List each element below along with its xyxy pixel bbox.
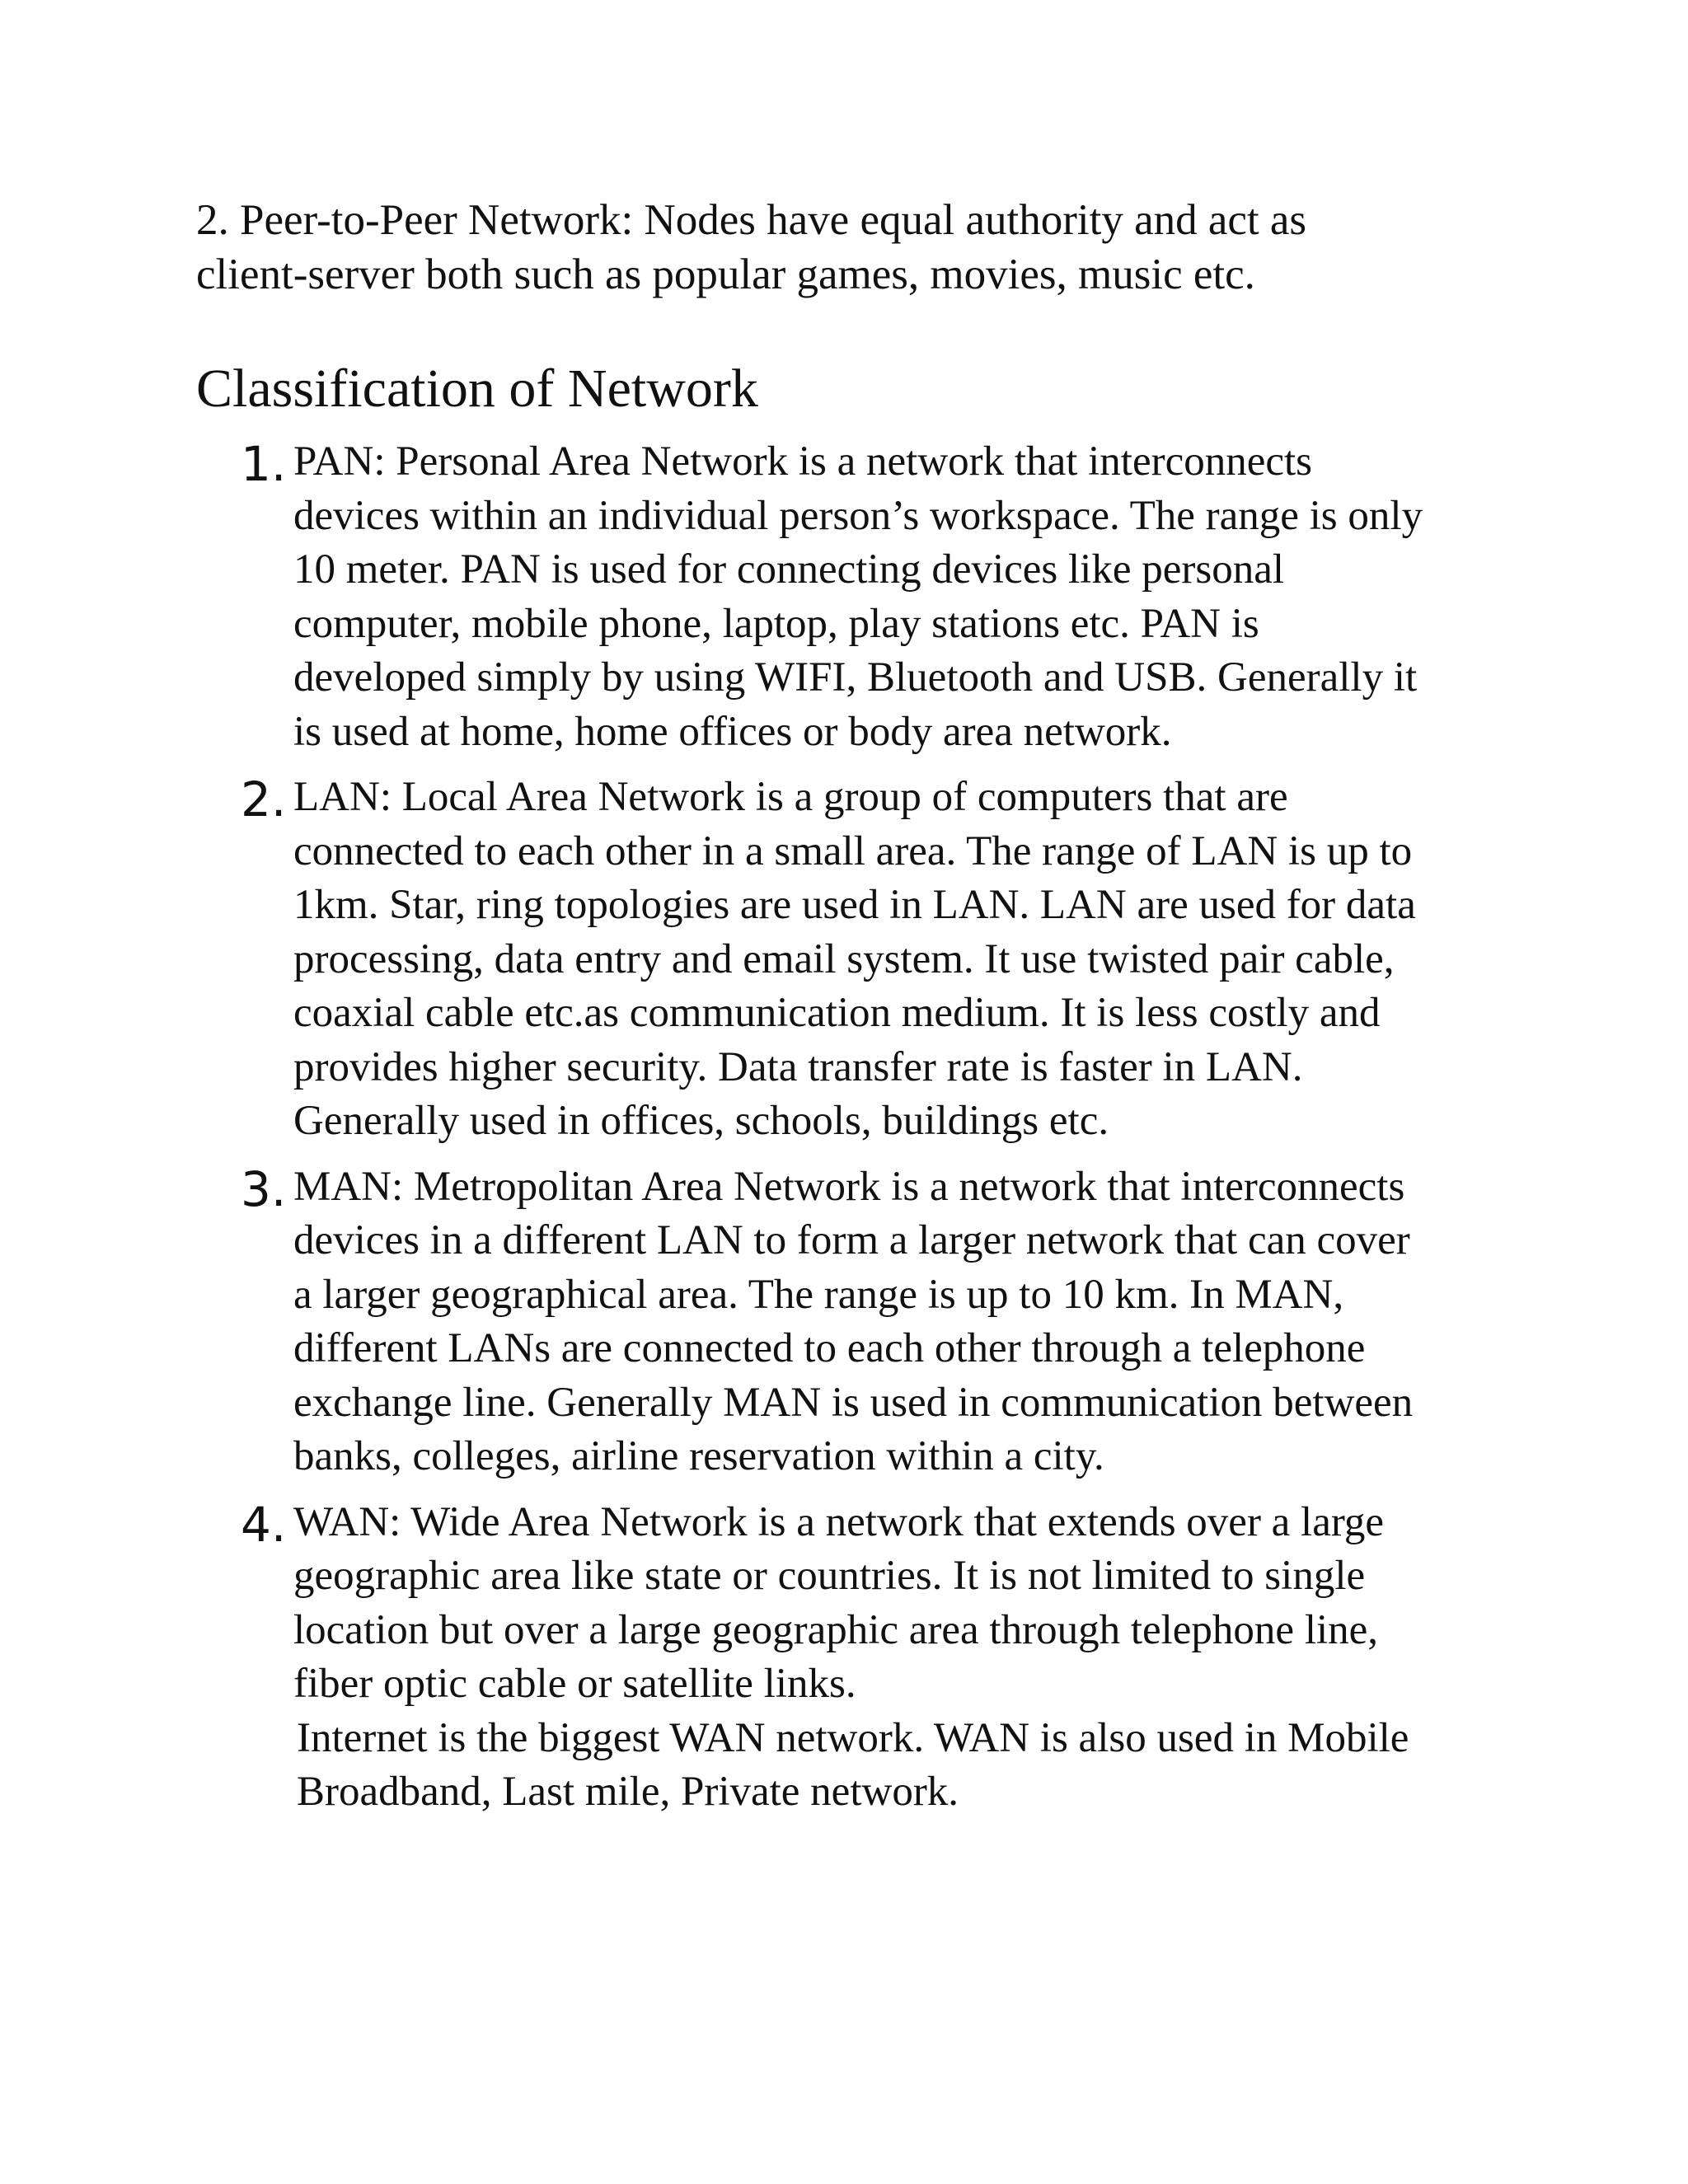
list-item-line: PAN: Personal Area Network is a network that interconnects	[293, 438, 1313, 485]
list-item-number: 2.	[241, 771, 287, 827]
list-item-line: banks, colleges, airline reservation within a city.	[293, 1433, 1104, 1479]
list-item-line: provides higher security. Data transfer rate is faster in LAN.	[293, 1043, 1303, 1090]
list-item-line: Broadband, Last mile, Private network.	[297, 1769, 959, 1815]
list-item-line: computer, mobile phone, laptop, play stations etc. PAN is	[293, 600, 1259, 647]
list-item-line: connected to each other in a small area. The range of LAN is up to	[293, 827, 1413, 874]
network-classification-list	[196, 435, 1531, 1831]
list-item-line: Generally used in offices, schools, buildings etc.	[293, 1098, 1109, 1144]
list-item-line: coaxial cable etc.as communication medium. It is less costly and	[293, 990, 1381, 1036]
list-item-line: different LANs are connected to each other through a telephone	[293, 1325, 1366, 1371]
list-item-number: 1.	[241, 436, 287, 492]
intro-line: 2. Peer-to-Peer Network: Nodes have equal authority and act as	[196, 196, 1307, 244]
list-item-line: 1km. Star, ring topologies are used in LAN. LAN are used for data	[293, 882, 1416, 928]
list-item-wan	[196, 1496, 1531, 1820]
list-item-line: is used at home, home offices or body area network.	[293, 708, 1172, 755]
list-item-number: 4.	[241, 1496, 287, 1553]
section-heading: Classification of Network	[196, 359, 758, 419]
list-item-line: LAN: Local Area Network is a group of computers that are	[293, 774, 1288, 820]
list-item-man	[196, 1160, 1531, 1484]
intro-line: client-server both such as popular games, movies, music etc.	[196, 251, 1255, 298]
list-item-line: WAN: Wide Area Network is a network that extends over a large	[293, 1498, 1385, 1545]
list-item-line: developed simply by using WIFI, Bluetooth and USB. Generally it	[293, 654, 1418, 701]
list-item-line: processing, data entry and email system. It use twisted pair cable,	[293, 935, 1395, 982]
list-item-line: devices in a different LAN to form a larger network that can cover	[293, 1217, 1410, 1263]
list-item-line: devices within an individual person’s workspace. The range is only	[293, 492, 1423, 539]
list-item-pan	[196, 435, 1531, 759]
list-item-line: fiber optic cable or satellite links.	[293, 1661, 856, 1707]
list-item-line: location but over a large geographic area through telephone line,	[293, 1606, 1379, 1653]
list-item-lan	[196, 771, 1531, 1149]
list-item-line: geographic area like state or countries. It is not limited to single	[293, 1553, 1366, 1599]
list-item-line: MAN: Metropolitan Area Network is a network that interconnects	[293, 1163, 1405, 1210]
list-item-line: a larger geographical area. The range is up to 10 km. In MAN,	[293, 1271, 1344, 1318]
list-item-line: exchange line. Generally MAN is used in communication between	[293, 1379, 1414, 1426]
list-item-line: Internet is the biggest WAN network. WAN is also used in Mobile	[297, 1714, 1409, 1761]
list-item-number: 3.	[241, 1160, 287, 1217]
intro-paragraph	[196, 193, 1515, 302]
list-item-line: 10 meter. PAN is used for connecting devices like personal	[293, 546, 1285, 593]
